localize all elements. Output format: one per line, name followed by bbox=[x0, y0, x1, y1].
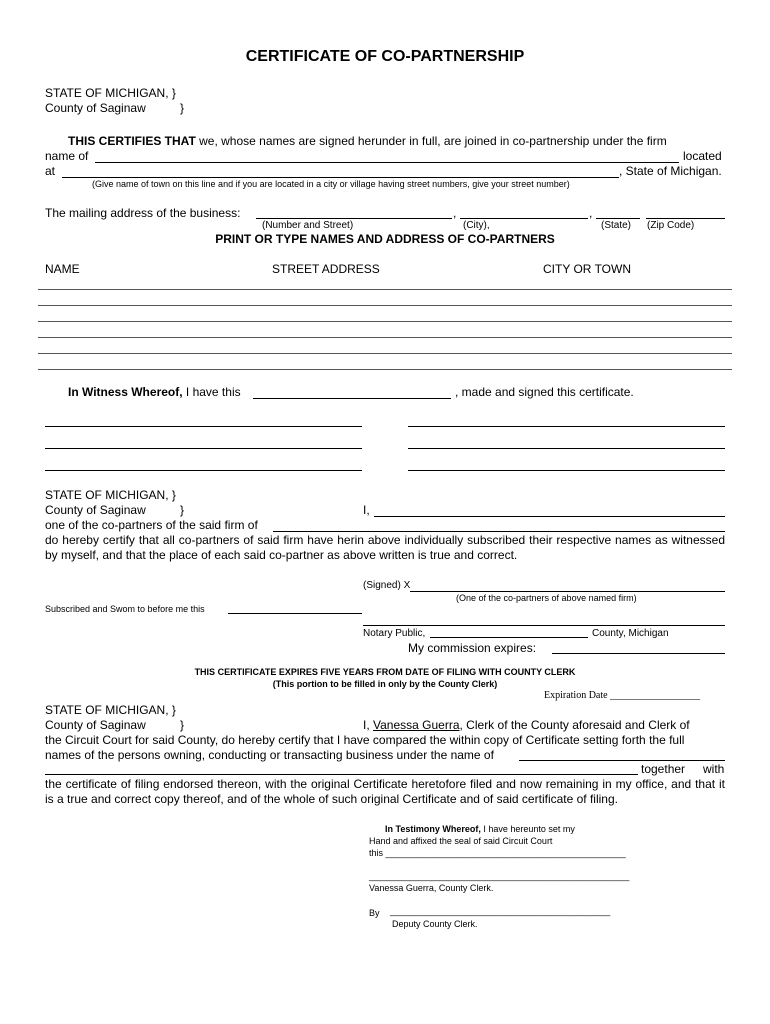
zip-caption: (Zip Code) bbox=[647, 220, 695, 231]
business-name-field-2[interactable] bbox=[45, 774, 638, 775]
witness-lead: In Witness Whereof, bbox=[68, 385, 183, 399]
clerk-county-label: County of Saginaw bbox=[45, 718, 146, 732]
col-city-header: CITY OR TOWN bbox=[543, 262, 632, 276]
clerk-name-caption: Vanessa Guerra, County Clerk. bbox=[369, 883, 494, 893]
clerk-name: Vanessa Guerra bbox=[373, 718, 460, 732]
clerk-i: I, bbox=[363, 718, 374, 732]
partner-row-line[interactable] bbox=[38, 353, 732, 354]
expiration-date-field[interactable]: Expiration Date __________________ bbox=[544, 690, 701, 701]
deputy-signature-field[interactable]: ____________________________________________ bbox=[390, 906, 611, 916]
location-hint: (Give name of town on this line and if you are located in a city or village having street numbers, give your street number) bbox=[92, 179, 570, 189]
signature-line[interactable] bbox=[408, 448, 725, 449]
signature-line[interactable] bbox=[45, 470, 362, 471]
witness-date-field[interactable] bbox=[253, 398, 451, 399]
business-name-field[interactable] bbox=[519, 760, 725, 761]
testimony-lead: In Testimony Whereof, bbox=[385, 824, 481, 834]
page-title: CERTIFICATE OF CO-PARTNERSHIP bbox=[245, 48, 525, 65]
clerk-line-1-rest: , Clerk of the County aforesaid and Clerk of bbox=[459, 718, 690, 732]
located-label: located bbox=[683, 149, 722, 163]
location-field[interactable] bbox=[62, 177, 619, 178]
partner-row-line[interactable] bbox=[38, 337, 732, 338]
state-caption: (State) bbox=[601, 220, 632, 231]
clerk-line-1 bbox=[363, 718, 690, 732]
clerk-line-3: names of the persons owning, conducting or transacting business under the name of bbox=[45, 748, 494, 762]
state-of-michigan-text: , State of Michigan. bbox=[619, 164, 722, 178]
one-of-label: one of the co-partners of the said firm of bbox=[45, 518, 258, 532]
number-street-caption: (Number and Street) bbox=[262, 220, 354, 231]
certifies-lead: THIS CERTIFIES THAT bbox=[68, 134, 196, 148]
notary-label: Notary Public, bbox=[363, 628, 426, 639]
by-label: By bbox=[369, 908, 380, 918]
testimony-date-field[interactable]: this ________________________________________________ bbox=[369, 848, 626, 858]
commission-field[interactable] bbox=[552, 653, 725, 654]
county-michigan-label: County, Michigan bbox=[592, 628, 669, 639]
mailing-street-field[interactable] bbox=[256, 218, 452, 219]
section2-i-label: I, bbox=[363, 503, 370, 517]
certifies-text: we, whose names are signed herunder in full, are joined in co-partnership under the firm bbox=[195, 134, 667, 148]
section2-state-label: STATE OF MICHIGAN, } bbox=[45, 488, 176, 502]
col-street-header: STREET ADDRESS bbox=[272, 262, 380, 276]
clerk-state-label: STATE OF MICHIGAN, } bbox=[45, 703, 176, 717]
notary-signature-field[interactable] bbox=[363, 625, 725, 626]
with-label: with bbox=[703, 762, 725, 776]
partner-row-line[interactable] bbox=[38, 369, 732, 370]
state-label: STATE OF MICHIGAN, } bbox=[45, 86, 176, 100]
clerk-only-notice: (This portion to be filled in only by the County Clerk) bbox=[272, 679, 498, 689]
signature-line[interactable] bbox=[45, 426, 362, 427]
clerk-paragraph: the certificate of filing endorsed thereon, with the original Certificate heretofore filed and now remaining in my office, and that it is a true and correct copy thereof, and of the whole of such original Certificate and of said certificate of filing. bbox=[45, 777, 725, 806]
signed-label: (Signed) X bbox=[363, 580, 411, 591]
mailing-city-field[interactable] bbox=[460, 218, 588, 219]
signed-field[interactable] bbox=[410, 591, 725, 592]
witness-line bbox=[68, 385, 241, 399]
testimony-line-2: Hand and affixed the seal of said Circuit Court bbox=[369, 836, 553, 846]
county-label: County of Saginaw bbox=[45, 101, 146, 115]
partner-name-field[interactable] bbox=[374, 516, 725, 517]
mailing-label: The mailing address of the business: bbox=[45, 206, 241, 220]
mailing-state-field[interactable] bbox=[596, 218, 640, 219]
signature-line[interactable] bbox=[408, 470, 725, 471]
testimony-text: I have hereunto set my bbox=[480, 824, 575, 834]
commission-label: My commission expires: bbox=[408, 641, 537, 655]
subscribed-date-field[interactable] bbox=[228, 613, 362, 614]
partners-heading: PRINT OR TYPE NAMES AND ADDRESS OF CO-PARTNERS bbox=[215, 232, 555, 246]
testimony-line bbox=[385, 824, 575, 834]
county-brace: } bbox=[180, 101, 185, 115]
together-label: together bbox=[641, 762, 686, 776]
witness-text-1: I have this bbox=[182, 385, 241, 399]
notary-county-field[interactable] bbox=[430, 637, 588, 638]
col-name-header: NAME bbox=[45, 262, 80, 276]
firm-name-field[interactable] bbox=[95, 162, 679, 163]
deputy-caption: Deputy County Clerk. bbox=[392, 919, 478, 929]
mailing-zip-field[interactable] bbox=[646, 218, 725, 219]
section2-county-brace: } bbox=[180, 503, 185, 517]
certify-paragraph: do hereby certify that all co-partners of said firm have herin above individually subscribed their respective names as witnessed by myself, and that the place of each said co-partner as above written is true and correct. bbox=[45, 533, 725, 562]
mailing-comma-1: , bbox=[453, 206, 457, 220]
signature-line[interactable] bbox=[45, 448, 362, 449]
certifies-line bbox=[68, 134, 667, 148]
mailing-comma-2: , bbox=[589, 206, 593, 220]
clerk-signature-field[interactable]: ____________________________________________________ bbox=[369, 871, 630, 881]
partner-row-line[interactable] bbox=[38, 321, 732, 322]
clerk-county-brace: } bbox=[180, 718, 185, 732]
clerk-line-2: the Circuit Court for said County, do hereby certify that I have compared the within copy of Certificate setting forth the full bbox=[45, 733, 685, 747]
witness-text-2: , made and signed this certificate. bbox=[455, 385, 634, 399]
city-caption: (City), bbox=[463, 220, 490, 231]
signature-line[interactable] bbox=[408, 426, 725, 427]
partner-row-line[interactable] bbox=[38, 305, 732, 306]
firm-of-field[interactable] bbox=[273, 531, 725, 532]
expires-notice: THIS CERTIFICATE EXPIRES FIVE YEARS FROM DATE OF FILING WITH COUNTY CLERK bbox=[194, 667, 576, 677]
subscribed-label: Subscribed and Swom to before me this bbox=[45, 604, 205, 614]
section2-county-label: County of Saginaw bbox=[45, 503, 146, 517]
at-label: at bbox=[45, 164, 56, 178]
name-of-label: name of bbox=[45, 149, 89, 163]
one-of-caption: (One of the co-partners of above named firm) bbox=[456, 593, 637, 603]
partner-row-line[interactable] bbox=[38, 289, 732, 290]
